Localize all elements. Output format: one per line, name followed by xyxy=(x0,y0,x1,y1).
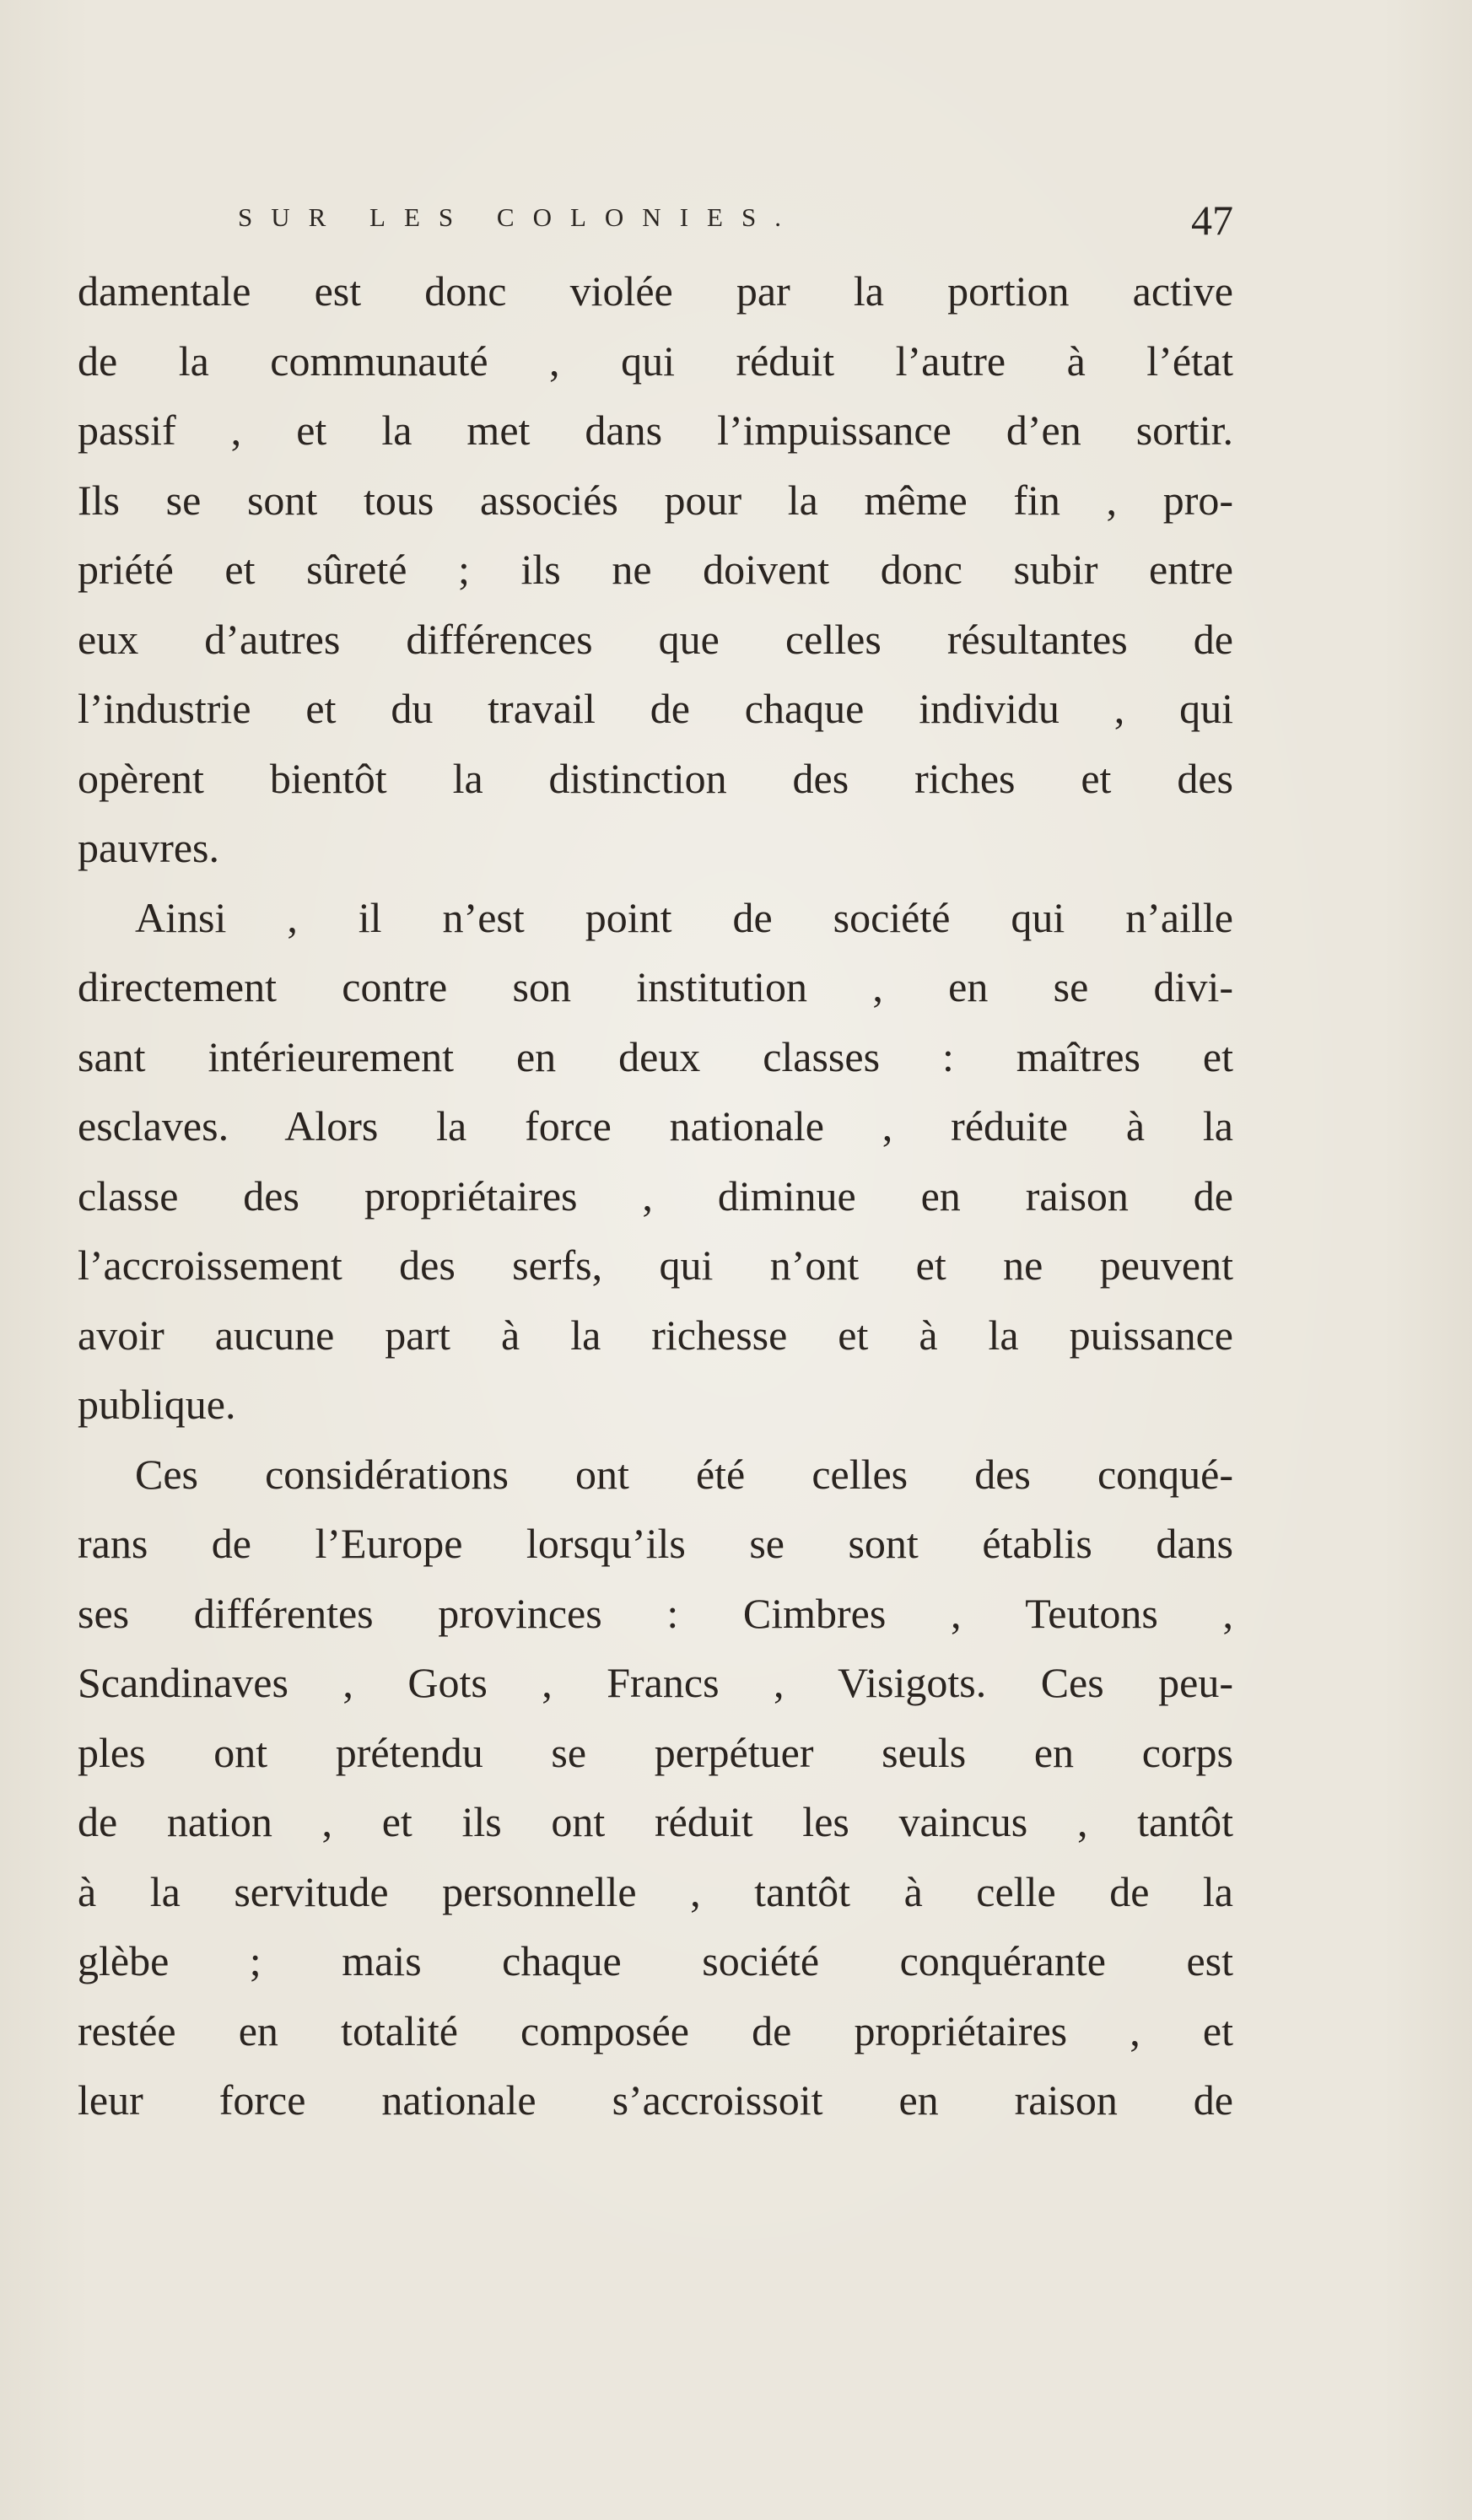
text-line: à la servitude personnelle , tantôt à celle de la xyxy=(78,1867,1233,1915)
text-line: Ils se sont tous associés pour la même fin , pro- xyxy=(78,476,1233,524)
text-line: de la communauté , qui réduit l’autre à l’état xyxy=(78,337,1233,385)
text-line: directement contre son institution , en se divi- xyxy=(78,963,1233,1010)
text-line: ples ont prétendu se perpétuer seuls en corps xyxy=(78,1728,1233,1776)
text-line: leur force nationale s’accroissoit en raison de xyxy=(78,2076,1233,2124)
text-line: ses différentes provinces : Cimbres , Teutons , xyxy=(78,1589,1233,1637)
text-line: Scandinaves , Gots , Francs , Visigots. Ces peu- xyxy=(78,1659,1233,1706)
text-line: de nation , et ils ont réduit les vaincus , tantôt xyxy=(78,1798,1233,1845)
page-number: 47 xyxy=(1191,197,1233,244)
text-line: l’accroissement des serfs, qui n’ont et ne peuvent xyxy=(78,1241,1233,1289)
text-line: damentale est donc violée par la portion active xyxy=(78,267,1233,315)
text-line: opèrent bientôt la distinction des riches et des xyxy=(78,754,1233,802)
paragraph-1 xyxy=(78,256,1233,883)
text-line: pauvres. xyxy=(78,824,219,871)
text-line: passif , et la met dans l’impuissance d’en sortir. xyxy=(78,407,1233,454)
text-line: l’industrie et du travail de chaque individu , qui xyxy=(78,685,1233,732)
text-line: Ces considérations ont été celles des conqué- xyxy=(135,1450,1233,1498)
text-line: classe des propriétaires , diminue en raison de xyxy=(78,1171,1233,1220)
running-head xyxy=(78,196,1233,255)
paragraph-3 xyxy=(78,1440,1233,2135)
text-line: sant intérieurement en deux classes : maîtres et xyxy=(78,1032,1233,1080)
text-line: priété et sûreté ; ils ne doivent donc subir entre xyxy=(78,546,1233,593)
text-line: glèbe ; mais chaque société conquérante est xyxy=(78,1937,1233,1984)
text-line: Ainsi , il n’est point de société qui n’aille xyxy=(135,893,1233,941)
running-title: SUR LES COLONIES. xyxy=(238,202,800,232)
text-line: esclaves. Alors la force nationale , réduite à la xyxy=(78,1102,1233,1150)
body-text xyxy=(78,256,1233,2135)
text-line: eux d’autres différences que celles résultantes de xyxy=(78,615,1233,663)
paragraph-2 xyxy=(78,883,1233,1440)
text-line: avoir aucune part à la richesse et à la puissance xyxy=(78,1311,1233,1359)
text-line: publique. xyxy=(78,1381,236,1428)
text-line: rans de l’Europe lorsqu’ils se sont établis dans xyxy=(78,1520,1233,1567)
text-line: restée en totalité composée de propriétaires , et xyxy=(78,2006,1233,2054)
